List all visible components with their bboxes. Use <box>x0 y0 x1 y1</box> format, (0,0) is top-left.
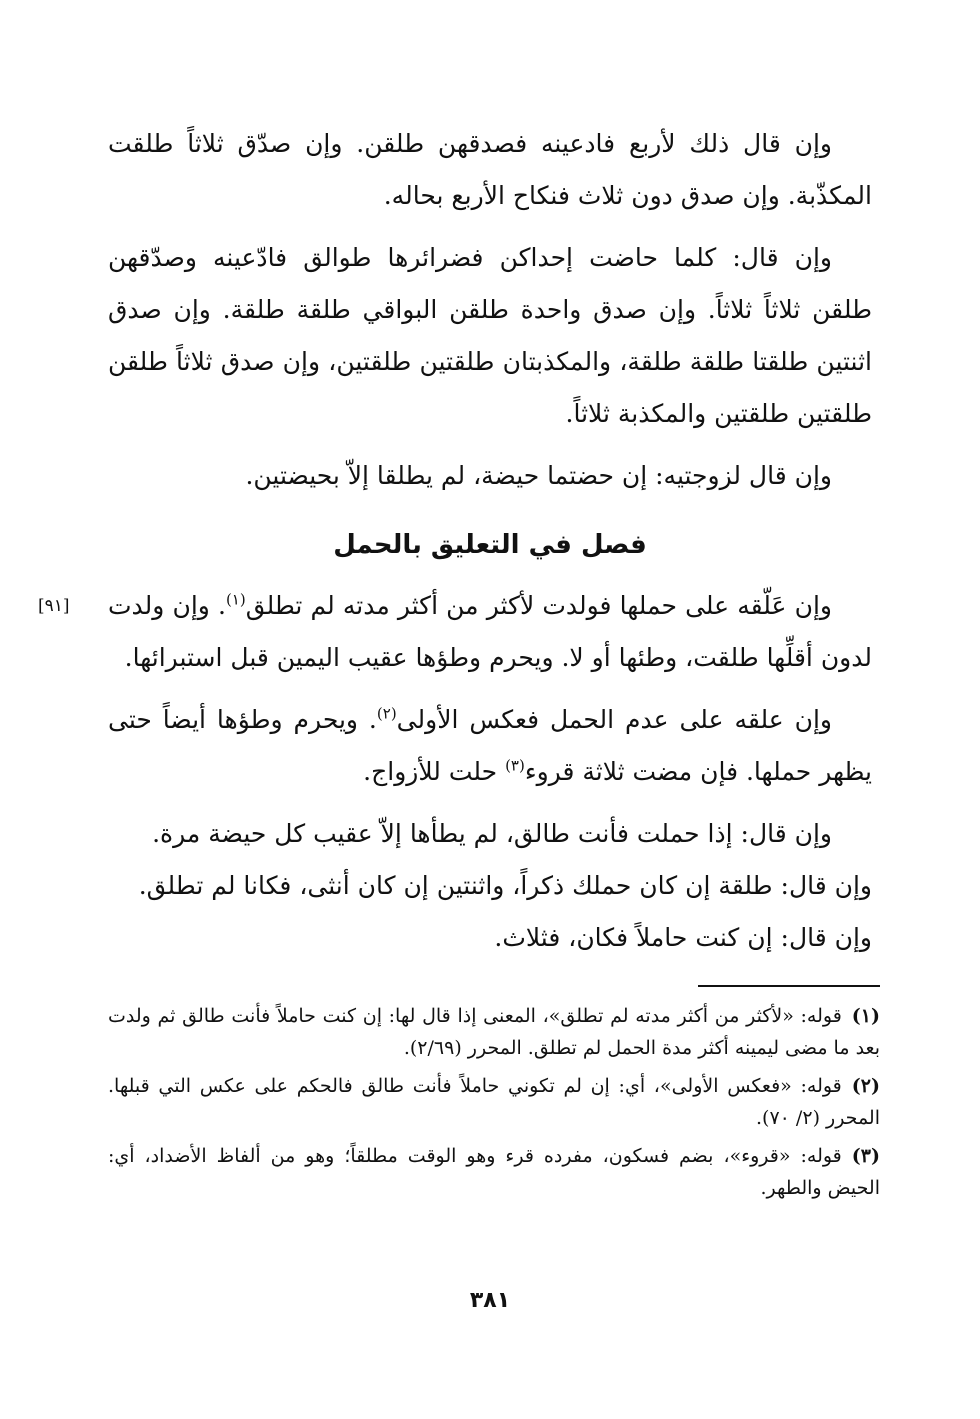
footnote-number: (٢) <box>851 1075 880 1097</box>
footnote-ref-1[interactable]: (١) <box>225 590 246 609</box>
footnotes <box>108 1000 880 1210</box>
paragraph-3: وإن قال لزوجتيه: إن حضتما حيضة، لم يطلقا إلاّ بحيضتين. <box>245 461 832 490</box>
page-number: ٣٨١ <box>469 1288 511 1313</box>
footnote-2: (٢)قوله: «فعكس الأولى»، أي: إن لم تكوني حاملاً فأنت طالق فالحكم على عكس التي قبلها. المحرر (٢/ ٧٠). <box>108 1075 880 1129</box>
section-paragraph-1: وإن عَلّقه على حملها فولدت لأكثر من أكثر مدته لم تطلق$^{(١)}$. وإن ولدت لدون أقلِّها طلقت، وطئها أو لا. ويحرم وطؤها عقيب اليمين قبل استبرائها. [٩١] <box>108 580 872 684</box>
margin-reference: [٩١] <box>38 596 70 616</box>
footnote-number: (١) <box>851 1005 880 1027</box>
section-heading: فصل في التعليق بالحمل <box>333 530 647 560</box>
footnote-divider <box>698 985 880 987</box>
footnote-ref-2[interactable]: (٢) <box>376 704 397 723</box>
section-paragraph-2: وإن علقه على عدم الحمل فعكس الأولى$^{(٢)}$. ويحرم وطؤها أيضاً حتى يظهر حملها. فإن مضت ثلاثة قروء$^{(٣)}$ حلت للأزواج. <box>108 704 872 786</box>
section-paragraph-4: وإن قال: طلقة إن كان حملك ذكراً، واثنتين إن كان أنثى، فكانا لم تطلق. <box>138 871 872 900</box>
footnote-number: (٣) <box>851 1145 880 1167</box>
footnote-ref-3[interactable]: (٣) <box>505 756 525 775</box>
footnote-3: (٣)قوله: «قروء»، بضم فسكون، مفرده قرء وهو الوقت مطلقاً؛ وهو من ألفاظ الأضداد، أي: الحيض والطهر. <box>108 1145 880 1199</box>
section-paragraph-3: وإن قال: إذا حملت فأنت طالق، لم يطأها إلاّ عقيب كل حيضة مرة. <box>152 819 832 848</box>
paragraph-2: وإن قال: كلما حاضت إحداكن فضرائرها طوالق فادّعينه وصدّقهن طلقن ثلاثاً ثلاثاً. وإن صدق واحدة طلقن البواقي طلقة طلقة. وإن صدق اثنتين طلقتا طلقة طلقة، والمكذبتان طلقتين طلقتين، وإن صدق ثلاثاً طلقن طلقتين طلقتين والمكذبة ثلاثاً. <box>108 243 872 428</box>
section-paragraph-5: وإن قال: إن كنت حاملاً فكان، فثلاث. <box>494 923 872 952</box>
footnote-1: (١)قوله: «لأكثر من أكثر مدته لم تطلق»، المعنى إذا قال لها: إن كنت حاملاً فأنت طالق ثم ولدت بعد ما مضى ليمينه أكثر مدة الحمل لم تطلق. المحرر (٢/٦٩). <box>108 1005 880 1059</box>
paragraph-1: وإن قال ذلك لأربع فادعينه فصدقهن طلقن. وإن صدّق ثلاثاً طلقت المكذّبة. وإن صدق دون ثلاث فنكاح الأربع بحاله. <box>108 129 872 210</box>
main-text <box>38 118 872 974</box>
